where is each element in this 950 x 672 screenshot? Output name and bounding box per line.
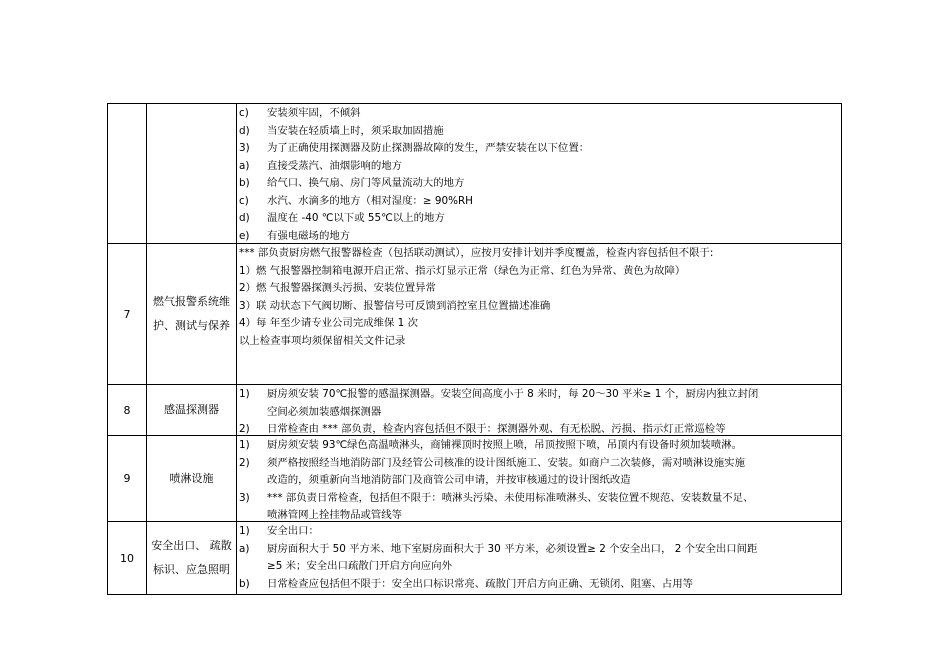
- requirement-line: [239, 541, 841, 559]
- requirement-line: [239, 315, 841, 333]
- requirement-line: [239, 437, 841, 455]
- table-row: [108, 436, 842, 522]
- requirement-text: 2）燃 气报警器探测头污损、安装位置异常: [239, 282, 436, 294]
- row-number: 8: [108, 385, 147, 435]
- table-row: [108, 385, 842, 436]
- requirement-line: [239, 280, 841, 298]
- list-marker: d): [239, 124, 250, 137]
- requirement-line: [239, 263, 841, 281]
- list-marker: 2): [239, 456, 250, 469]
- requirement-line: [239, 245, 841, 263]
- requirement-line: [239, 193, 841, 211]
- requirement-line: [239, 558, 841, 576]
- item-name: [147, 104, 237, 243]
- list-marker: 1): [239, 388, 250, 400]
- item-name: 感温探测器: [147, 385, 237, 435]
- requirement-text: 为了正确使用探测器及防止探测器故障的发生，严禁安装在以下位置：: [267, 142, 590, 154]
- requirement-text: 须严格按照经当地消防部门及经管公司核准的设计图纸施工、安装。如商户二次装修，需对喷淋设施实施: [267, 456, 745, 469]
- requirement-content: [237, 522, 842, 594]
- list-marker: b): [239, 177, 250, 189]
- requirement-content: [237, 244, 842, 384]
- indent-spacer: [239, 558, 267, 576]
- requirement-text: 空间必须加装感烟探测器: [267, 405, 382, 418]
- requirement-text: 直接受蒸汽、油烟影响的地方: [267, 159, 403, 172]
- list-marker: 2): [239, 423, 250, 435]
- requirement-content: [237, 385, 842, 435]
- list-marker: b): [239, 577, 250, 590]
- requirement-line: [239, 210, 841, 228]
- requirement-text: 当安装在轻质墙上时，须采取加固措施: [267, 124, 444, 137]
- requirement-text: 温度在 -40 ℃以下或 55℃以上的地方: [267, 212, 445, 224]
- requirement-text: 给气口、换气扇、房门等风量流动大的地方: [267, 177, 465, 189]
- table-row: [108, 522, 842, 595]
- requirement-text: 厨房须安装 70℃报警的感温探测器。安装空间高度小于 8 米时，每 20～30 平米≥ 1 个，厨房内独立封闭: [267, 388, 759, 400]
- indent-spacer: [239, 472, 267, 490]
- requirement-line: [239, 140, 841, 158]
- list-marker: 1): [239, 439, 250, 451]
- requirement-text: 1）燃 气报警器控制箱电源开启正常、指示灯显示正常（绿色为正常、红色为异常、黄色为故障）: [239, 264, 686, 277]
- requirement-text: 4）每 年至少请专业公司完成维保 1 次: [239, 317, 418, 329]
- requirement-line: [239, 490, 841, 508]
- requirement-line: [239, 523, 841, 541]
- list-marker: 3): [239, 142, 250, 154]
- requirement-content: [237, 104, 842, 243]
- list-marker: 3): [239, 491, 250, 504]
- requirement-text: 日常检查由 *** 部负责，检查内容包括但不限于：探测器外观、有无松脱、污损、指示灯正常巡检等: [267, 423, 726, 435]
- requirement-text: 3）联 动状态下气阀切断、报警信号可反馈到消控室且位置描述准确: [239, 299, 551, 312]
- item-name: 安全出口、 疏散标识、应急照明: [147, 522, 237, 594]
- requirement-text: *** 部负责日常检查，包括但不限于：喷淋头污染、未使用标准喷淋头、安装位置不规范、安装数量不足、: [267, 491, 754, 504]
- list-marker: d): [239, 212, 250, 224]
- requirement-line: [239, 333, 841, 351]
- list-marker: a): [239, 542, 250, 555]
- row-number: [108, 104, 147, 243]
- requirement-text: *** 部负责厨房燃气报警器检查（包括联动测试），应按月安排计划并季度覆盖，检查内容包括但不限于:: [239, 247, 714, 259]
- requirement-line: [239, 472, 841, 490]
- row-number: 10: [108, 522, 147, 594]
- list-marker: 1): [239, 525, 250, 537]
- requirement-line: [239, 158, 841, 176]
- list-marker: a): [239, 159, 250, 172]
- requirement-text: 以上检查事项均须保留相关文件记录: [239, 334, 406, 347]
- inspection-table: [107, 103, 842, 595]
- list-marker: c): [239, 107, 249, 119]
- requirement-text: ≥5 米；安全出口疏散门开启方向应向外: [267, 560, 452, 572]
- requirement-line: [239, 386, 841, 404]
- row-number: 7: [108, 244, 147, 384]
- requirement-line: [239, 123, 841, 141]
- requirement-line: [239, 404, 841, 422]
- requirement-text: 厨房面积大于 50 平方米、地下室厨房面积大于 30 平方米，必须设置≥ 2 个安全出口， 2 个安全出口间距: [267, 542, 758, 555]
- item-name: 喷淋设施: [147, 436, 237, 521]
- requirement-line: [239, 228, 841, 246]
- requirement-text: 日常检查应包括但不限于：安全出口标识常亮、疏散门开启方向正确、无锁闭、阻塞、占用等: [267, 577, 694, 590]
- requirement-content: [237, 436, 842, 521]
- list-marker: e): [239, 229, 250, 242]
- requirement-line: [239, 576, 841, 594]
- row-number: 9: [108, 436, 147, 521]
- requirement-line: [239, 455, 841, 473]
- requirement-line: [239, 298, 841, 316]
- requirement-line: [239, 175, 841, 193]
- requirement-text: 有强电磁场的地方: [267, 229, 351, 242]
- requirement-text: 改造的，须重新向当地消防部门及商管公司申请，并按审核通过的设计图纸改造: [267, 474, 631, 486]
- table-row: [108, 244, 842, 385]
- requirement-text: 安全出口：: [267, 525, 319, 537]
- requirement-text: 厨房须安装 93℃绿色高温喷淋头，商铺裸顶时按照上喷，吊顶按照下喷，吊顶内有设备时须加装喷淋。: [267, 439, 742, 451]
- requirement-line: [239, 105, 841, 123]
- item-name: 燃气报警系统维护、测试与保养: [147, 244, 237, 384]
- list-marker: c): [239, 194, 249, 207]
- indent-spacer: [239, 404, 267, 422]
- table-row: [108, 104, 842, 244]
- requirement-text: 安装须牢固，不倾斜: [267, 107, 361, 119]
- requirement-text: 喷淋管网上拴挂物品或管线等: [267, 509, 403, 521]
- requirement-text: 水汽、水滴多的地方（相对湿度：≥ 90%RH: [267, 194, 473, 207]
